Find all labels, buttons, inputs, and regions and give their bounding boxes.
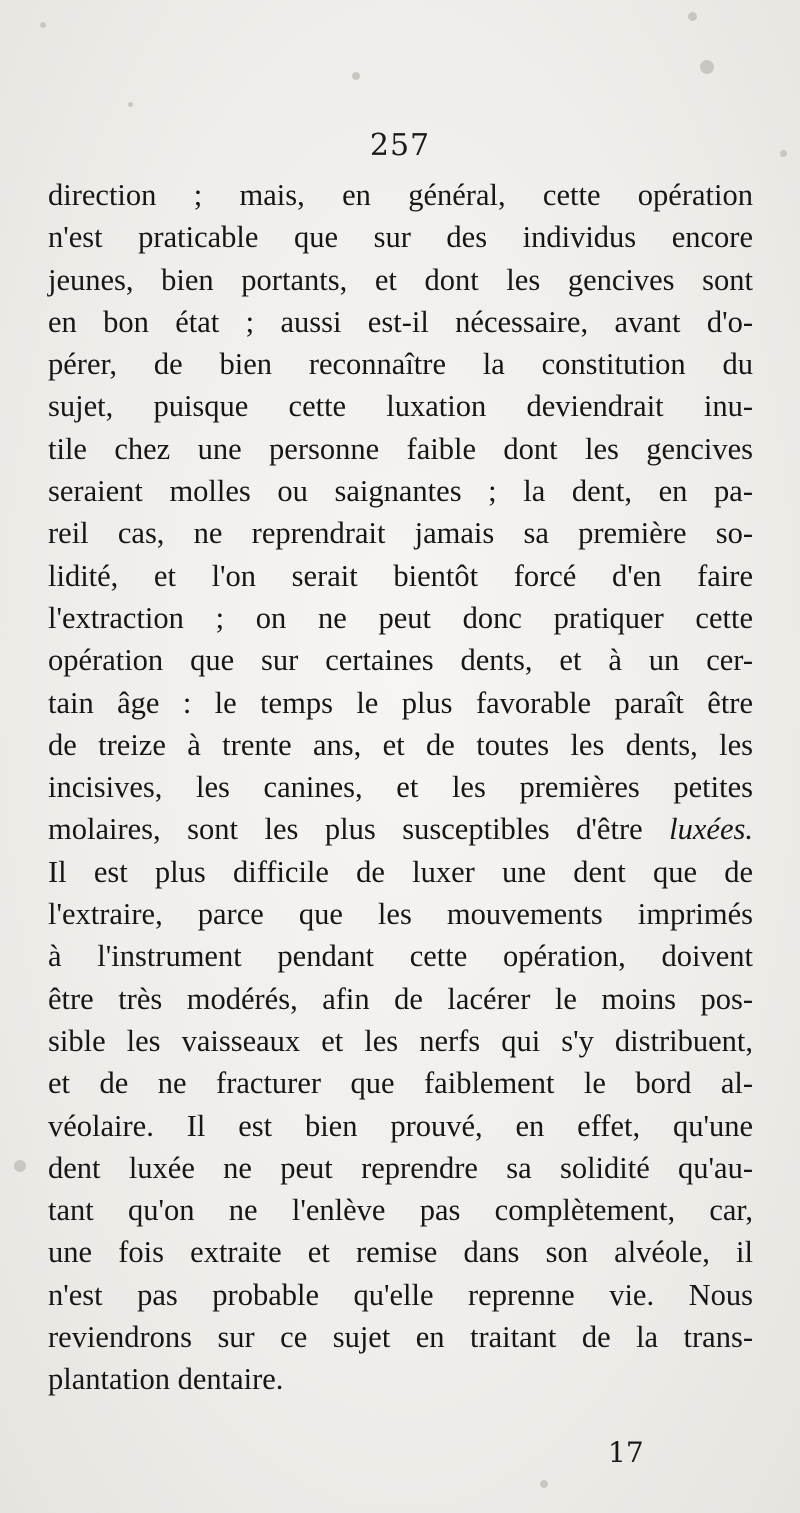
text-line: et de ne fracturer que faiblement le bord al- [48, 1066, 753, 1101]
paper-speck [40, 22, 46, 28]
body-text [48, 174, 753, 1401]
text-line: être très modérés, afin de lacérer le moins pos- [48, 981, 753, 1016]
paper-speck [540, 1480, 548, 1488]
text-line: l'extraction ; on ne peut donc pratiquer cette [48, 600, 753, 635]
italic-word: luxées. [669, 812, 753, 847]
text-line-with-italic [48, 808, 753, 850]
text-line: reviendrons sur ce sujet en traitant de la trans- [48, 1320, 753, 1355]
text-line: Il est plus difficile de luxer une dent que de [48, 854, 753, 889]
paper-speck [128, 102, 133, 107]
text-line: l'extraire, parce que les mouvements imprimés [48, 897, 753, 932]
paper-speck [14, 1160, 26, 1172]
text-line: plantation dentaire. [48, 1362, 284, 1397]
page-number: 257 [369, 128, 431, 163]
text-line: jeunes, bien portants, et dont les gencives sont [48, 262, 753, 297]
text-line: en bon état ; aussi est-il nécessaire, avant d'o- [48, 304, 753, 339]
text-line: sible les vaisseaux et les nerfs qui s'y distribuent, [48, 1023, 753, 1058]
text-line: de treize à trente ans, et de toutes les dents, les [48, 727, 753, 762]
text-line: tant qu'on ne l'enlève pas complètement, car, [48, 1193, 753, 1228]
text-line: tain âge : le temps le plus favorable paraît être [48, 685, 753, 720]
text-line: dent luxée ne peut reprendre sa solidité qu'au- [48, 1150, 753, 1185]
text-line: à l'instrument pendant cette opération, doivent [48, 939, 753, 974]
text-line: une fois extraite et remise dans son alvéole, il [48, 1235, 753, 1270]
text-line: véolaire. Il est bien prouvé, en effet, qu'une [48, 1108, 753, 1143]
text-line: reil cas, ne reprendrait jamais sa première so- [48, 516, 753, 551]
text-line: sujet, puisque cette luxation deviendrait inu- [48, 389, 753, 424]
paper-speck [352, 72, 360, 80]
text-line-part: molaires, sont les plus susceptibles d'être [48, 812, 643, 847]
paper-speck [700, 60, 714, 74]
text-line: incisives, les canines, et les premières petites [48, 770, 753, 805]
text-line: seraient molles ou saignantes ; la dent, en pa- [48, 474, 753, 509]
text-line: pérer, de bien reconnaître la constitution du [48, 347, 753, 382]
paper-speck [780, 150, 787, 157]
text-line: tile chez une personne faible dont les gencives [48, 431, 753, 466]
text-line: opération que sur certaines dents, et à un cer- [48, 643, 753, 678]
text-line: lidité, et l'on serait bientôt forcé d'en faire [48, 558, 753, 593]
text-line: direction ; mais, en général, cette opération [48, 178, 753, 212]
paper-speck [688, 12, 697, 21]
text-line: n'est pas probable qu'elle reprenne vie. Nous [48, 1277, 753, 1312]
text-line: n'est praticable que sur des individus encore [48, 220, 753, 255]
signature-mark: 17 [608, 1436, 644, 1469]
